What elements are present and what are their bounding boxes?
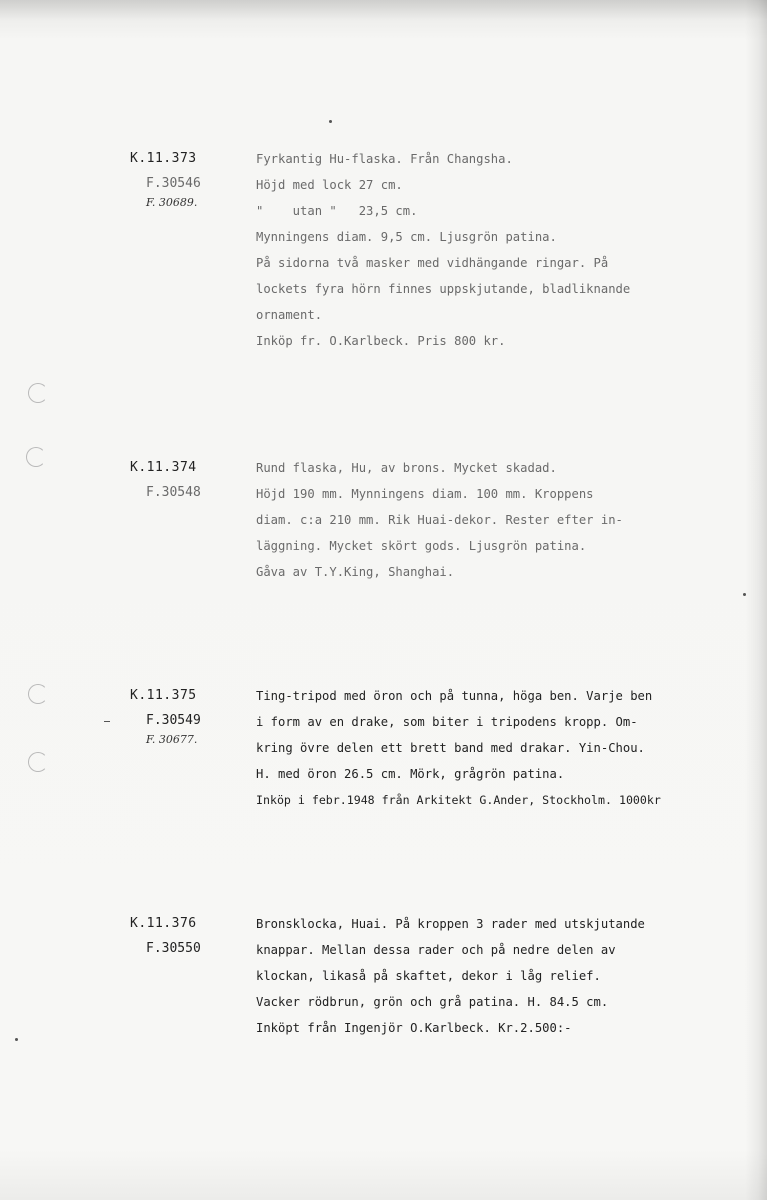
entry-description (256, 146, 761, 354)
description-line: Inköp i febr.1948 från Arkitekt G.Ander, Stockholm. 1000kr (256, 793, 661, 807)
catalog-number: K.11.373 (130, 151, 197, 166)
description-line: Fyrkantig Hu-flaska. Från Changsha. (256, 152, 513, 166)
description-line: Ting-tripod med öron och på tunna, höga ben. Varje ben (256, 689, 653, 703)
description-line: läggning. Mycket skört gods. Ljusgrön patina. (256, 539, 587, 553)
description-line: kring övre delen ett brett band med drakar. Yin-Chou. (256, 741, 645, 755)
punch-hole-mark (26, 447, 46, 467)
catalog-number: K.11.376 (130, 916, 197, 931)
inventory-number: F.30546 (146, 176, 201, 191)
catalog-number: K.11.374 (130, 460, 197, 475)
entry-description (256, 455, 761, 585)
tick-mark (104, 721, 110, 722)
inventory-number: F.30550 (146, 941, 201, 956)
description-line: Inköpt från Ingenjör O.Karlbeck. Kr.2.500:- (256, 1021, 572, 1035)
entry-description (256, 683, 761, 813)
description-line: Mynningens diam. 9,5 cm. Ljusgrön patina. (256, 230, 557, 244)
punch-hole-mark (28, 383, 48, 403)
page-top-shadow (0, 0, 767, 20)
description-line: Höjd med lock 27 cm. (256, 178, 403, 192)
entry-ids (130, 455, 230, 505)
entry-description (256, 911, 761, 1041)
handwritten-number: F. 30689. (146, 196, 198, 209)
entry-ids (130, 146, 230, 212)
handwritten-number: F. 30677. (146, 733, 198, 746)
description-line: klockan, likaså på skaftet, dekor i låg relief. (256, 969, 601, 983)
description-line: ornament. (256, 308, 323, 322)
catalog-number: K.11.375 (130, 688, 197, 703)
description-line: i form av en drake, som biter i tripodens kropp. Om- (256, 715, 638, 729)
inventory-number: F.30548 (146, 485, 201, 500)
description-line: H. med öron 26.5 cm. Mörk, grågrön patina. (256, 767, 565, 781)
entry-ids (130, 911, 230, 961)
speck-mark (329, 120, 332, 123)
entry-ids (130, 683, 230, 749)
description-line: Gåva av T.Y.King, Shanghai. (256, 565, 455, 579)
speck-mark (743, 593, 746, 596)
description-line: På sidorna två masker med vidhängande ringar. På (256, 256, 609, 270)
inventory-number: F.30549 (146, 713, 201, 728)
description-line: Inköp fr. O.Karlbeck. Pris 800 kr. (256, 334, 506, 348)
description-line: Rund flaska, Hu, av brons. Mycket skadad. (256, 461, 557, 475)
description-line: Höjd 190 mm. Mynningens diam. 100 mm. Kroppens (256, 487, 594, 501)
speck-mark (15, 1038, 18, 1041)
description-line: diam. c:a 210 mm. Rik Huai-dekor. Rester efter in- (256, 513, 623, 527)
description-line: lockets fyra hörn finnes uppskjutande, bladliknande (256, 282, 631, 296)
description-line: Bronsklocka, Huai. På kroppen 3 rader med utskjutande (256, 917, 645, 931)
description-line: " utan " 23,5 cm. (256, 204, 418, 218)
description-line: Vacker rödbrun, grön och grå patina. H. 84.5 cm. (256, 995, 609, 1009)
description-line: knappar. Mellan dessa rader och på nedre delen av (256, 943, 616, 957)
punch-hole-mark (28, 684, 48, 704)
punch-hole-mark (28, 752, 48, 772)
